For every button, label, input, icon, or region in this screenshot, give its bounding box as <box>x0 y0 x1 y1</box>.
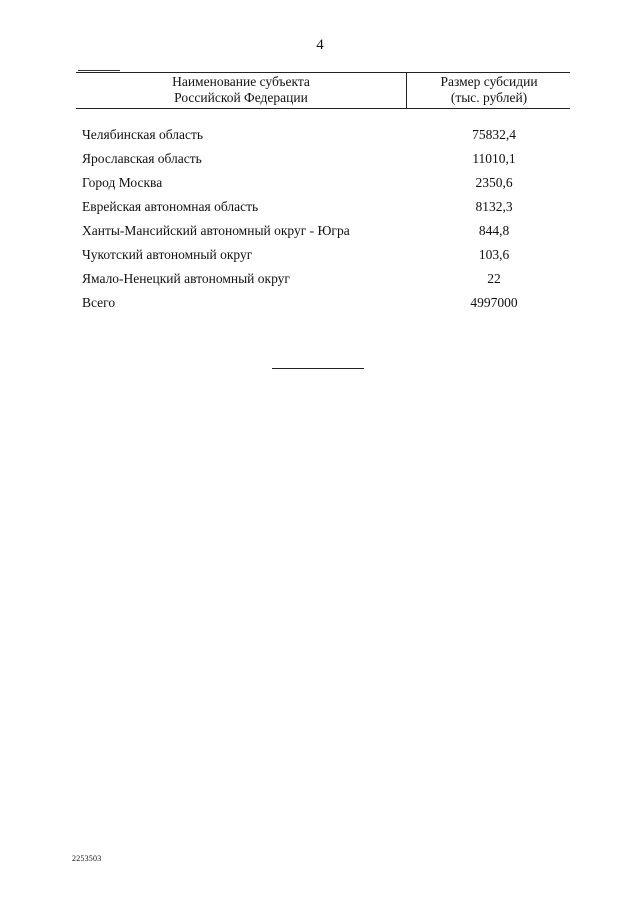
table-row <box>82 246 570 270</box>
table-body <box>82 126 570 318</box>
row-subsidy-value: 844,8 <box>478 223 510 238</box>
subsidy-table <box>76 70 570 332</box>
row-region-name: Ярославская область <box>82 151 202 166</box>
table-header-bottom-rule <box>76 108 570 109</box>
header-column-divider <box>406 72 407 108</box>
table-top-accent-rule <box>78 70 120 71</box>
row-total-label: Всего <box>82 295 116 310</box>
row-subsidy-value: 103,6 <box>478 247 510 262</box>
row-subsidy-value: 22 <box>487 271 501 286</box>
table-row <box>82 174 570 198</box>
row-total-value: 4997000 <box>470 295 518 310</box>
row-subsidy-value: 75832,4 <box>472 127 516 142</box>
row-region-name: Ханты-Мансийский автономный округ - Югра <box>82 223 350 238</box>
table-row <box>82 222 570 246</box>
row-region-name: Чукотский автономный округ <box>82 247 253 262</box>
header-region-name-line1: Наименование субъекта <box>172 74 310 89</box>
page-number: 4 <box>316 37 324 53</box>
row-subsidy-value: 2350,6 <box>475 175 513 190</box>
document-end-rule <box>272 368 364 369</box>
header-region-name <box>136 74 346 106</box>
row-subsidy-value: 11010,1 <box>472 151 516 166</box>
row-region-name: Город Москва <box>82 175 163 190</box>
table-row <box>82 270 570 294</box>
table-row <box>82 198 570 222</box>
table-row <box>82 126 570 150</box>
row-region-name: Ямало-Ненецкий автономный округ <box>82 271 290 286</box>
table-row-total <box>82 294 570 318</box>
document-code: 2253503 <box>72 854 102 863</box>
header-subsidy-size <box>410 74 568 106</box>
row-region-name: Челябинская область <box>82 127 204 142</box>
table-top-rule <box>76 72 570 73</box>
row-subsidy-value: 8132,3 <box>475 199 513 214</box>
header-region-name-line2: Российской Федерации <box>174 90 308 105</box>
header-subsidy-size-line1: Размер субсидии <box>440 74 538 89</box>
table-row <box>82 150 570 174</box>
header-subsidy-size-line2: (тыс. рублей) <box>450 90 528 105</box>
row-region-name: Еврейская автономная область <box>82 199 259 214</box>
